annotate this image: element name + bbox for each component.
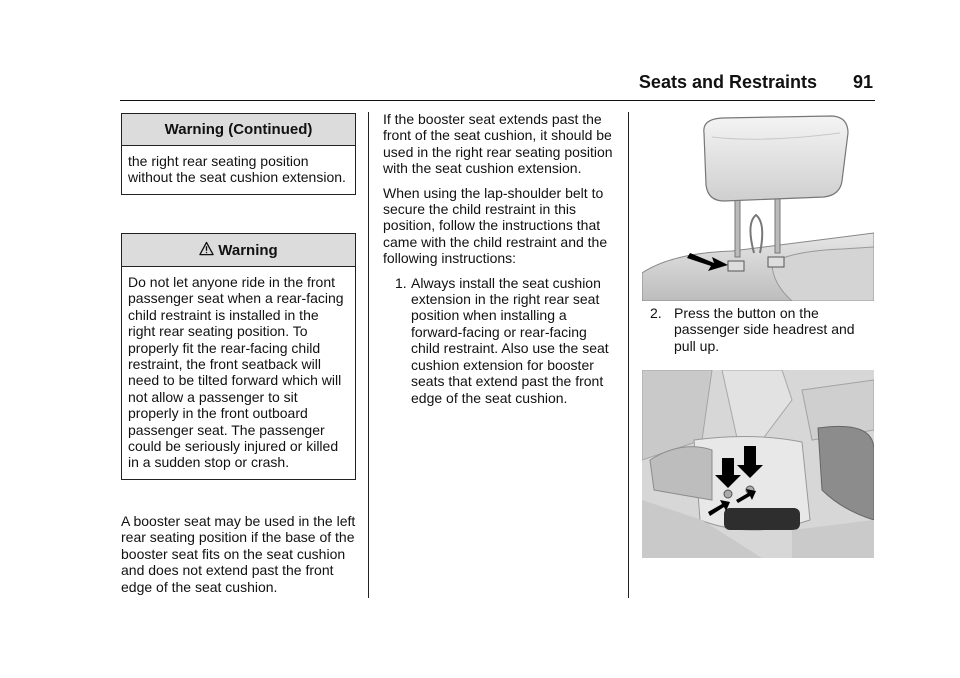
step-1-text: Always install the seat cushion extension in the right rear seat position when installing a forward-facing or rear-facing child restraint. Also use the seat cushion extension for booster seats that extend past the front edge of the seat cushion. [411,274,609,406]
section-title: Seats and Restraints [638,72,817,92]
step-2-number: 2. [650,305,662,321]
warning-text: Do not let anyone ride in the front passenger seat when a rear-facing child restraint is installed in the right rear seating position. To properly fit the rear-facing child restraint, the front seatback will need to be tilted forward which will not allow a passenger to sit properly in the front outboard passenger seat. The passenger could be seriously injured or killed in a sudden stop or crash. [128,274,344,471]
warning-title: Warning [218,242,278,259]
step-1-number: 1. [395,274,407,291]
booster-paragraph: A booster seat may be used in the left rear seating position if the base of the booster seat fits on the seat cushion and does not extend past the front edge of the seat cushion. [121,513,356,595]
page-header [120,70,875,101]
column-divider-right [628,112,629,598]
middle-column [383,111,619,406]
column-divider-left [368,112,369,598]
step-2 [650,305,875,354]
warning-box [121,233,356,480]
warning-triangle-icon [199,241,214,256]
step-1 [383,275,619,406]
warning-header [122,234,355,267]
booster-extension-paragraph: If the booster seat extends past the front of the seat cushion, it should be used in the right rear seating position with the seat cushion extension. [383,111,613,177]
warning-continued-text: the right rear seating position without the seat cushion extension. [128,153,346,186]
headrest-drawing [642,113,874,301]
seat-button-drawing [642,370,874,558]
warning-continued-box [121,113,356,195]
lap-shoulder-paragraph: When using the lap-shoulder belt to secure the child restraint in this position, follow the instructions that came with the child restraint and the following instructions: [383,184,608,267]
page-number: 91 [852,72,873,92]
headrest-illustration [642,113,874,301]
step-2-text: Press the button on the passenger side headrest and pull up. [674,305,855,354]
seat-button-illustration [642,370,874,558]
warning-continued-title: Warning (Continued) [122,114,355,146]
